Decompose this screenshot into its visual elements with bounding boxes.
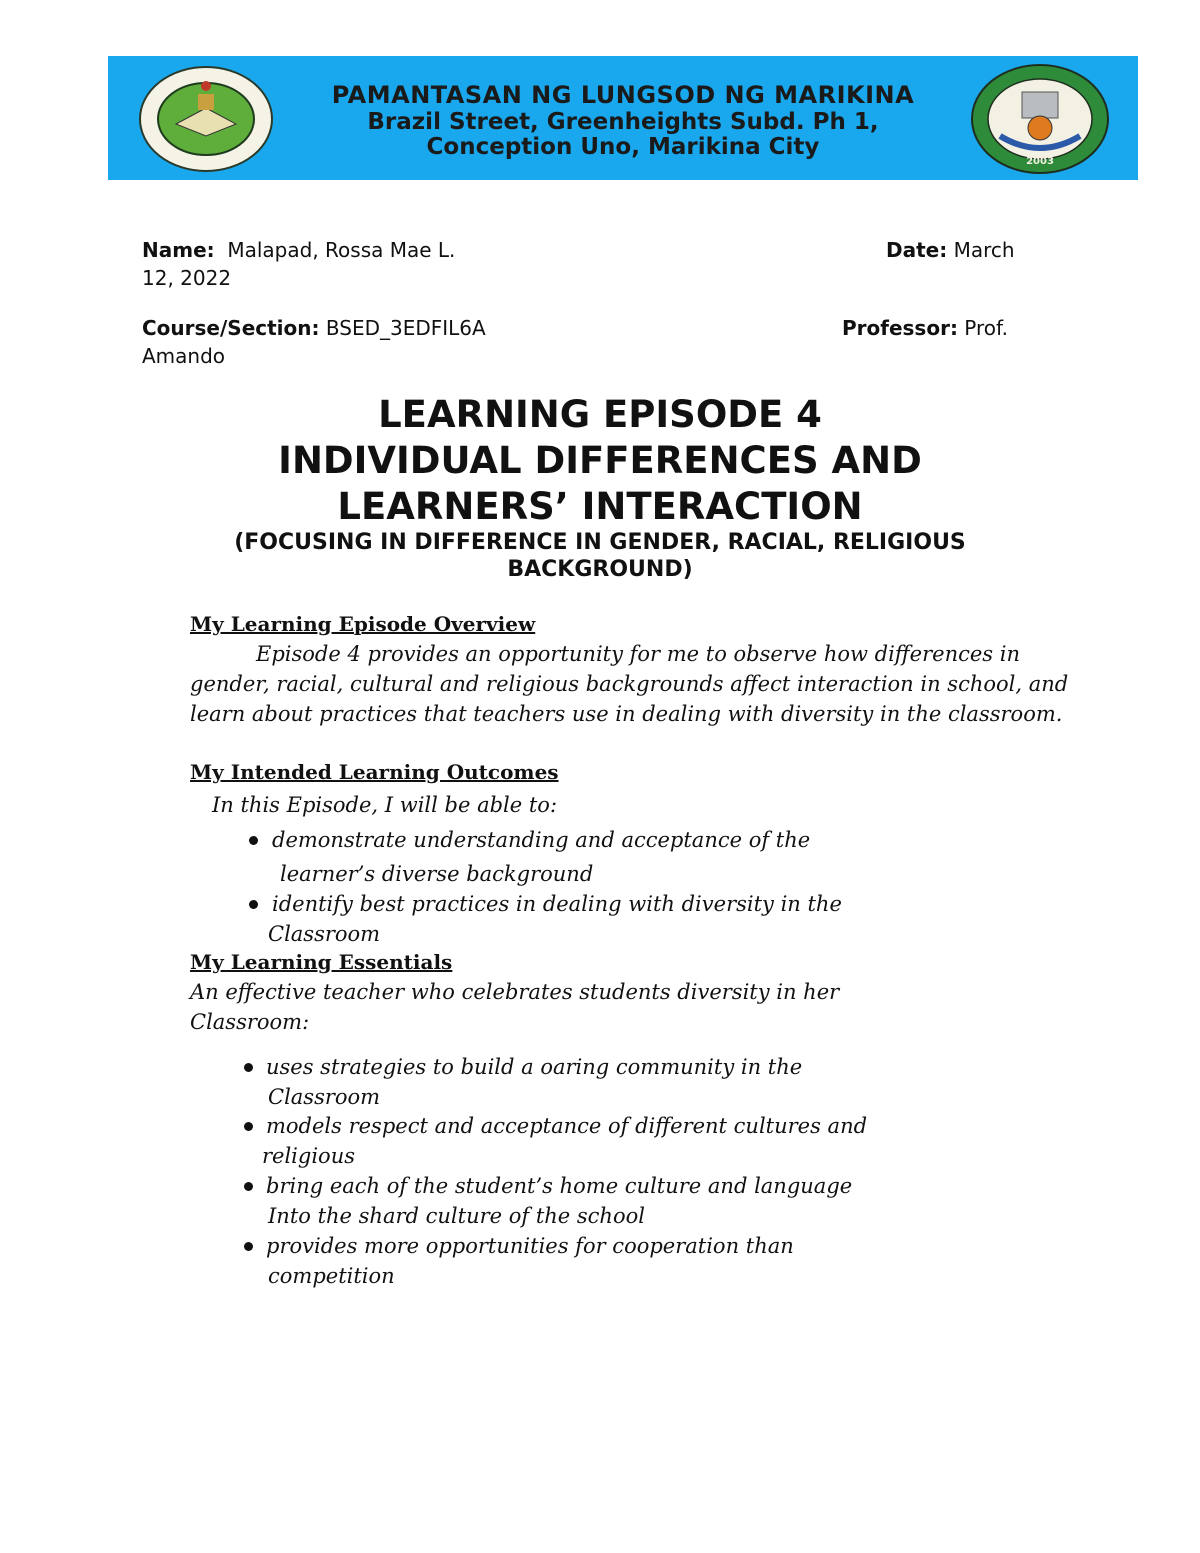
university-seal-right-icon	[970, 64, 1110, 174]
university-seal-left-icon	[136, 64, 276, 174]
essential-3-line-1: bring each of the student’s home culture and language	[266, 1174, 853, 1198]
essential-2-line-1: models respect and acceptance of different cultures and	[266, 1114, 868, 1138]
school-name: PAMANTASAN NG LUNGSOD NG MARIKINA	[331, 81, 915, 109]
subtitle-line-2: BACKGROUND)	[507, 557, 693, 582]
outcome-2-line-1: identify best practices in dealing with diversity in the	[272, 892, 842, 916]
document-title	[130, 392, 1070, 530]
date-field	[886, 236, 1015, 264]
essential-3-line-2: Into the shard culture of the school	[268, 1204, 645, 1228]
title-line-2: INDIVIDUAL DIFFERENCES AND	[278, 439, 922, 482]
name-value: Malapad, Rossa Mae L.	[227, 238, 456, 262]
svg-text:2003: 2003	[1026, 156, 1054, 167]
date-value-2: 12, 2022	[142, 266, 232, 290]
professor-value-1: Prof.	[964, 316, 1008, 340]
name-field	[142, 236, 455, 264]
overview-line-2: gender, racial, cultural and religious backgrounds affect interaction in school, and	[190, 672, 1069, 696]
bullet-icon	[249, 900, 258, 909]
date-label: Date:	[886, 238, 948, 262]
essential-4-line-2: competition	[268, 1264, 395, 1288]
name-label: Name:	[142, 238, 215, 262]
document-subtitle	[130, 529, 1070, 583]
essential-2-line-2: religious	[262, 1144, 356, 1168]
address-line-1: Brazil Street, Greenheights Subd. Ph 1,	[367, 109, 879, 135]
date-value-1: March	[953, 238, 1015, 262]
professor-field	[842, 314, 1008, 342]
course-label: Course/Section:	[142, 316, 320, 340]
essentials-intro-2: Classroom:	[190, 1010, 310, 1034]
bullet-icon	[249, 836, 258, 845]
banner-text	[258, 80, 988, 160]
bullet-icon	[244, 1242, 253, 1251]
outcome-1-line-2: learner’s diverse background	[280, 862, 594, 886]
title-line-3: LEARNERS’ INTERACTION	[337, 485, 863, 528]
essentials-intro-1: An effective teacher who celebrates students diversity in her	[190, 980, 840, 1004]
bullet-icon	[244, 1122, 253, 1131]
professor-label: Professor:	[842, 316, 958, 340]
essentials-heading: My Learning Essentials	[190, 950, 453, 974]
essential-1-line-1: uses strategies to build a oaring community in the	[266, 1055, 803, 1079]
address-line-2: Conception Uno, Marikina City	[426, 134, 820, 160]
outcome-2-line-2: Classroom	[268, 922, 381, 946]
overview-line-3: learn about practices that teachers use in dealing with diversity in the classroom.	[190, 702, 1063, 726]
bullet-icon	[244, 1182, 253, 1191]
essential-4-line-1: provides more opportunities for cooperation than	[266, 1234, 794, 1258]
outcome-1-line-1: demonstrate understanding and acceptance of the	[272, 828, 811, 852]
professor-value-2: Amando	[142, 344, 226, 368]
outcomes-intro: In this Episode, I will be able to:	[212, 793, 558, 817]
header-banner	[108, 56, 1138, 180]
bullet-icon	[244, 1063, 253, 1072]
overview-line-1: Episode 4 provides an opportunity for me to observe how differences in	[256, 642, 1020, 666]
course-field	[142, 314, 486, 342]
essential-1-line-2: Classroom	[268, 1085, 381, 1109]
course-value: BSED_3EDFIL6A	[325, 316, 486, 340]
title-line-1: LEARNING EPISODE 4	[378, 393, 822, 436]
subtitle-line-1: (FOCUSING IN DIFFERENCE IN GENDER, RACIAL, RELIGIOUS	[234, 530, 966, 555]
outcomes-heading: My Intended Learning Outcomes	[190, 760, 559, 784]
overview-heading: My Learning Episode Overview	[190, 612, 536, 636]
